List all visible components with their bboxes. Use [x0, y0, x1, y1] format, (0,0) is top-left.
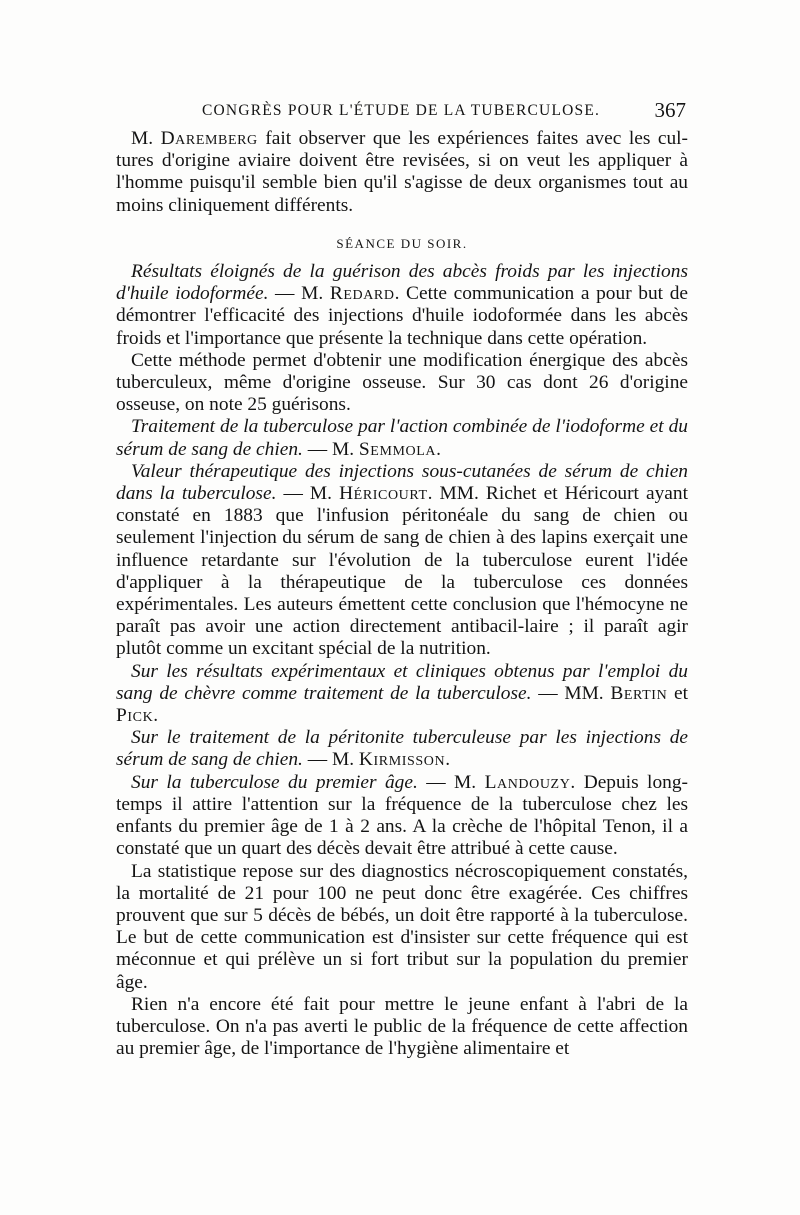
text-run: — M.	[302, 438, 359, 460]
author-name: Bertin	[610, 682, 668, 704]
text-run: . MM. Richet et Héricourt ayant constaté en 1883 que l'infusion péritonéale du sang de chien ou seulement l'injection du sérum de sang de chien à des lapins exerçait une influence retardante sur l'évolution de la tuberculose eurent l'idée d'appliquer à la thérapeutique de la tuberculose ces données expérimentales. Les auteurs émettent cette conclusion que l'hémocyne ne paraît pas avoir une action directement antibacil-laire ; il paraît agir plutôt comme un excitant spécial de la nutrition.	[116, 483, 688, 660]
communication-title: Sur les résultats expérimentaux et cliniques obtenus par l'emploi du sang de chèvre comme traitement de la tuberculose.	[116, 660, 688, 704]
paragraph-methode	[116, 350, 688, 417]
body-text	[116, 128, 688, 1060]
text-run: et	[667, 682, 689, 704]
author-name: Semmola	[358, 438, 437, 460]
text-run: fait observer que les expériences faites avec les cul-tures d'origine aviaire doivent être revisées, si on veut les appliquer à l'homme puisqu'il semble bien qu'il s'agisse de deux organismes tout au moins cliniquement différents.	[116, 128, 688, 216]
author-name: Héricourt	[339, 483, 428, 505]
text-run: . Cette communication a pour but de démontrer l'efficacité des injections d'huile iodoformée dans les abcès froids et l'importance que présente la technique dans cette opération.	[116, 283, 688, 349]
text-run: — M.	[268, 283, 330, 305]
communication-title: Traitement de la tuberculose par l'action combinée de l'iodoforme et du sérum de sang de chien.	[116, 416, 688, 460]
text-run: La statistique repose sur des diagnostics nécroscopiquement constatés, la mortalité de 21 pour 100 ne peut donc être exagérée. Ces chiffres prouvent que sur 5 décès de bébés, un doit être rapporté à la tuberculose. Le but de cette communication est d'insister sur cette fréquence qui est méconnue et qui prélève un si fort tribut sur la population du premier âge.	[116, 860, 688, 993]
paragraph-kirmisson	[116, 727, 688, 771]
text-run: .	[153, 705, 159, 727]
page-header	[116, 98, 688, 124]
paragraph-semmola	[116, 416, 688, 460]
text-run: .	[445, 749, 451, 771]
page-number: 367	[654, 98, 686, 122]
paragraph-statistique	[116, 861, 688, 994]
communication-title: Sur la tuberculose du premier âge.	[131, 771, 418, 793]
text-run: — M.	[276, 483, 340, 505]
paragraph-rien	[116, 994, 688, 1061]
text-run: . Depuis long-temps il attire l'attention sur la fréquence de la tuberculose chez les enfants du premier âge de 1 à 2 ans. A la crèche de l'hôpital Tenon, il a constaté que un quart des décès devait être attribué à cette cause.	[116, 771, 688, 860]
paragraph-bertin	[116, 661, 688, 728]
paragraph-hericourt	[116, 461, 688, 661]
communication-title: Résultats éloignés de la guérison des abcès froids par les injections d'huile iodoformée.	[116, 261, 688, 305]
paragraph-daremberg	[116, 128, 688, 217]
author-name: Pick	[116, 705, 154, 727]
text-run: Cette méthode permet d'obtenir une modification énergique des abcès tuberculeux, même d'origine osseuse. Sur 30 cas dont 26 d'origine osseuse, on note 25 guérisons.	[116, 349, 688, 416]
author-name: Redard	[329, 283, 395, 305]
text-run: M.	[131, 128, 161, 149]
communication-title: Sur le traitement de la péritonite tuberculeuse par les injections de sérum de sang de chien.	[116, 727, 688, 771]
running-title: CONGRÈS POUR L'ÉTUDE DE LA TUBERCULOSE.	[202, 102, 601, 119]
author-name: Kirmisson	[358, 749, 446, 771]
paragraph-landouzy	[116, 772, 688, 861]
author-name: Landouzy	[484, 771, 571, 793]
text-run: — MM.	[531, 682, 611, 704]
text-run: Rien n'a encore été fait pour mettre le jeune enfant à l'abri de la tuberculose. On n'a pas averti le public de la fréquence de cette affection au premier âge, de l'importance de l'hygiène alimentaire et	[116, 993, 688, 1060]
section-heading: SÉANCE DU SOIR.	[336, 235, 468, 251]
paragraph-redard	[116, 261, 688, 350]
text-run: .	[436, 438, 441, 460]
communication-title: Valeur thérapeutique des injections sous-cutanées de sérum de chien dans la tuberculose.	[116, 460, 688, 505]
text-run: — M.	[417, 771, 485, 793]
author-name: Daremberg	[160, 128, 258, 149]
text-run: — M.	[302, 749, 359, 771]
